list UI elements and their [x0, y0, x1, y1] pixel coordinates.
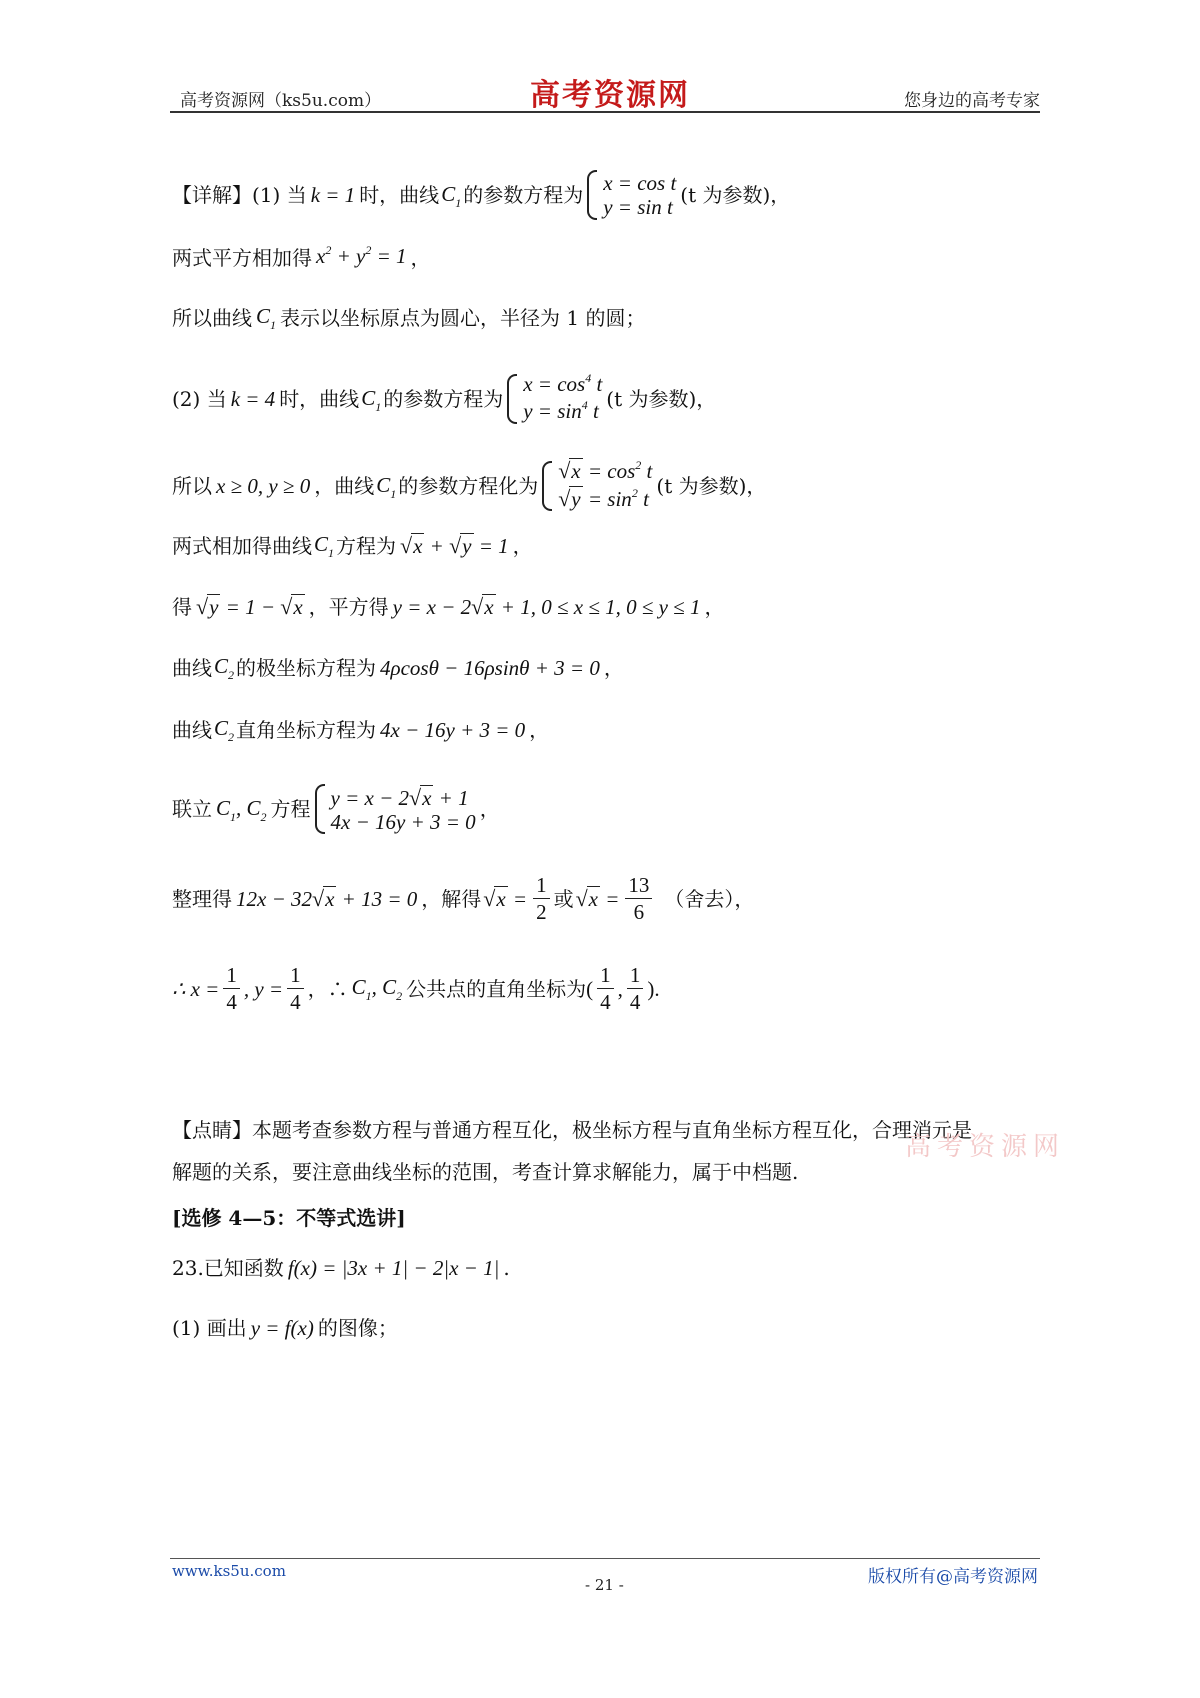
line-17: (1) 画出 y = f(x) 的图像； [172, 1316, 398, 1340]
param-system-2: $x = \cos^4 t$ $y = \sin^4 t$ [523, 371, 603, 423]
footer-link[interactable]: www.ks5u.com [172, 1562, 286, 1580]
line-10: 联立 $C_1$, $C_2$ 方程 y = x − 2 √ x + 1 4x − 16y + 3 = 0 ， [172, 784, 500, 834]
line-13: 【点睛】 本题考查参数方程与普通方程互化，极坐标方程与直角坐标方程互化，合理消元是 [172, 1118, 972, 1142]
line-14: 解题的关系，要注意曲线坐标的范围，考查计算求解能力，属于中档题. [172, 1160, 799, 1184]
line-12: ∴ x = $\frac{1}{4}$ , y = $\frac{1}{4}$ ，∴ $C_1$, $C_2$ 公共点的直角坐标为 ( $\frac{1}{4}$ , $\frac{1}{4}$ ). [172, 963, 660, 1014]
left-brace [587, 170, 597, 220]
header-right: 您身边的高考专家 [904, 91, 1040, 111]
line-5: 所以 x ≥ 0, y ≥ 0 ，曲线 $C_1$ 的参数方程化为 √ x = $\cos^2 t$ √ y = $\sin^2 t$ (t 为参数)， [172, 458, 766, 514]
param-system-3: √ x = $\cos^2 t$ √ y = $\sin^2 t$ [558, 458, 653, 511]
fraction: $\frac{1}{4}$ [287, 962, 304, 1015]
line-8: 曲线 $C_2$ 的极坐标方程为 4ρcosθ − 16ρsinθ + 3 = 0 ， [172, 654, 624, 682]
param-system-1: x = cos t y = sin t [603, 171, 677, 219]
header-logo: 高考资源网 [530, 78, 690, 113]
fraction: $\frac{13}{6}$ [625, 872, 652, 925]
fraction: $\frac{1}{4}$ [627, 962, 644, 1015]
line-3: 所以曲线 $C_1$ 表示以坐标原点为圆心，半径为 1 的圆； [172, 304, 646, 332]
header-left: 高考资源网（ks5u.com） [180, 91, 382, 111]
line-11: 整理得 12x − 32 √ x + 13 = 0 ，解得 √ x = $\frac{1}{2}$ 或 √ x = $\frac{13}{6}$ （舍去）， [172, 873, 755, 924]
line-9: 曲线 $C_2$ 直角坐标方程为 4x − 16y + 3 = 0 ， [172, 716, 550, 744]
circle-equation: $x^2 + y^2 = 1$ [316, 243, 407, 268]
footer-copyright: 版权所有@高考资源网 [868, 1567, 1038, 1587]
watermark: 高考资源网 [905, 1132, 1066, 1162]
footer-rule [170, 1558, 1040, 1559]
fraction: $\frac{1}{4}$ [223, 962, 240, 1015]
line-6: 两式相加得曲线 $C_1$ 方程为 √ x + √ y = 1 ， [172, 532, 533, 560]
left-brace [315, 784, 325, 834]
line-1: 【详解】 (1) 当 k = 1 时，曲线 $C_1$ 的参数方程为 x = cos t y = sin t (t 为参数)， [172, 171, 791, 219]
left-brace [507, 374, 517, 424]
header-rule [170, 111, 1040, 113]
line-16: 23.已知函数 f(x) = |3x + 1| − 2|x − 1| . [172, 1256, 510, 1280]
joint-system: y = x − 2 √ x + 1 4x − 16y + 3 = 0 [330, 784, 476, 834]
left-brace [542, 461, 552, 511]
line-2: 两式平方相加得 $x^2 + y^2 = 1$ ， [172, 243, 431, 270]
section-heading: [选修 4—5：不等式选讲] [172, 1206, 406, 1230]
fraction: $\frac{1}{4}$ [597, 962, 614, 1015]
line-7: 得 √ y = 1 − √ x ，平方得 y = x − 2 √ x + 1, 0 ≤ x ≤ 1, 0 ≤ y ≤ 1 ， [172, 594, 725, 619]
line-4: (2) 当 k = 4 时，曲线 $C_1$ 的参数方程为 $x = \cos^4 t$ $y = \sin^4 t$ (t 为参数)， [172, 372, 716, 426]
fraction: $\frac{1}{2}$ [533, 872, 550, 925]
page-number: - 21 - [585, 1576, 624, 1594]
